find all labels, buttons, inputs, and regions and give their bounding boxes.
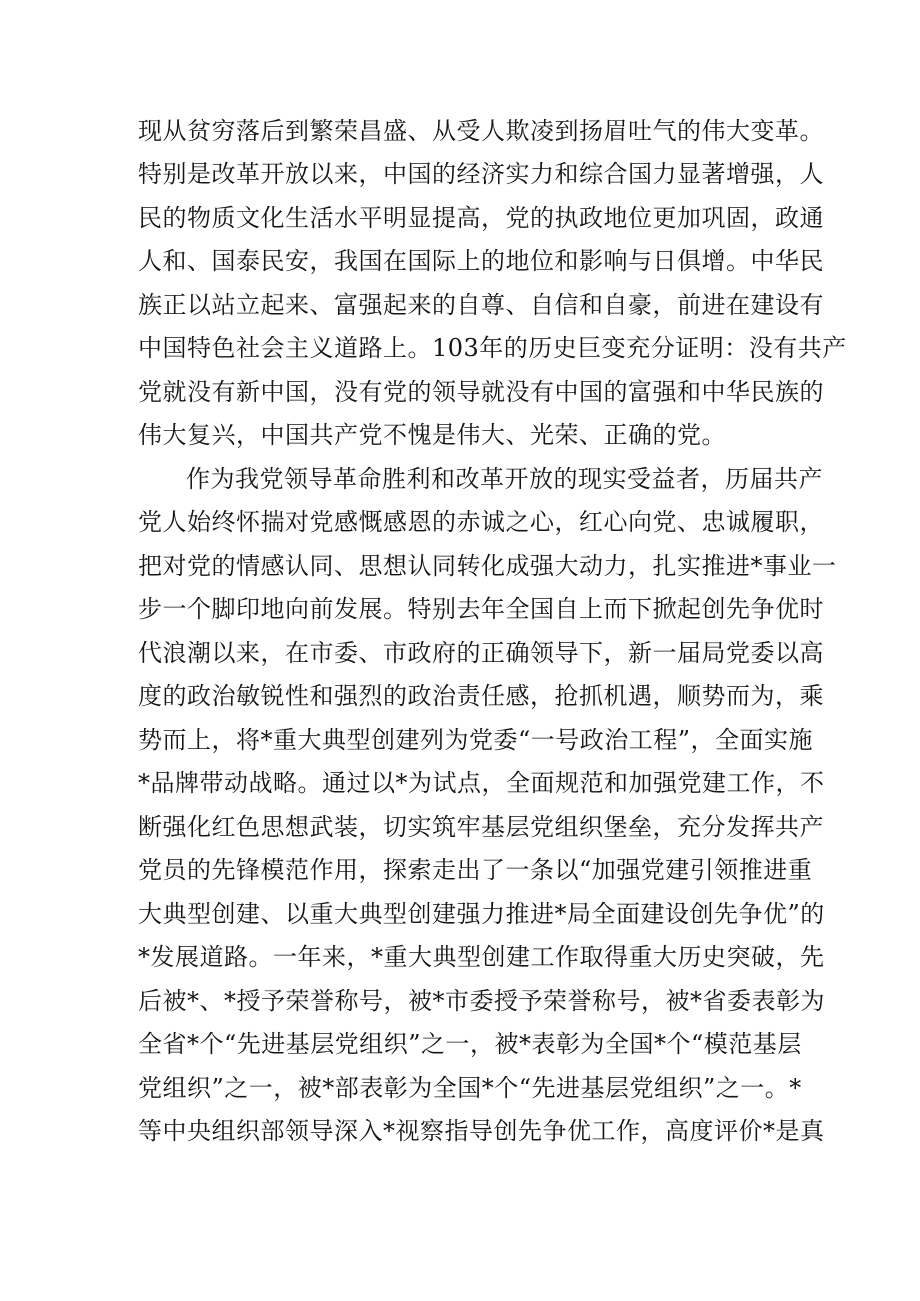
text-line: 把对党的情感认同、思想认同转化成强大动力，扎实推进*事业一 <box>138 552 837 580</box>
text-line: 后被*、*授予荣誉称号，被*市委授予荣誉称号，被*省委表彰为 <box>138 987 825 1015</box>
text-line: 度的政治敏锐性和强烈的政治责任感，抢抓机遇，顺势而为，乘 <box>138 682 824 710</box>
text-line: 代浪潮以来，在市委、市政府的正确领导下，新一届局党委以高 <box>138 639 824 667</box>
text-line: 全省*个“先进基层党组织”之一，被*表彰为全国*个“模范基层 <box>138 1030 802 1058</box>
text-line: 断强化红色思想武装，切实筑牢基层党组织堡垒，充分发挥共产 <box>138 813 824 841</box>
text-line: 党人始终怀揣对党感慨感恩的赤诚之心，红心向党、忠诚履职， <box>138 508 824 536</box>
text-line: 大典型创建、以重大典型创建强力推进*局全面建设创先争优”的 <box>138 900 825 928</box>
text-line: 中国特色社会主义道路上。103年的历史巨变充分证明：没有共产 <box>138 334 847 362</box>
text-line: 族正以站立起来、富强起来的自尊、自信和自豪，前进在建设有 <box>138 291 824 319</box>
text-line: 伟大复兴，中国共产党不愧是伟大、光荣、正确的党。 <box>138 421 726 449</box>
text-line: 人和、国泰民安，我国在国际上的地位和影响与日俱增。中华民 <box>138 247 824 275</box>
text-line: 等中央组织部领导深入*视察指导创先争优工作，高度评价*是真 <box>138 1117 825 1145</box>
text-line: 党员的先锋模范作用，探索走出了一条以“加强党建引领推进重 <box>138 856 813 884</box>
text-line: 党组织”之一，被*部表彰为全国*个“先进基层党组织”之一。* <box>138 1074 802 1102</box>
text-line: 民的物质文化生活水平明显提高，党的执政地位更加巩固，政通 <box>138 204 824 232</box>
text-line: 势而上，将*重大典型创建列为党委“一号政治工程”，全面实施 <box>138 726 814 754</box>
text-line: *品牌带动战略。通过以*为试点，全面规范和加强党建工作，不 <box>138 769 825 797</box>
text-line: 现从贫穷落后到繁荣昌盛、从受人欺凌到扬眉吐气的伟大变革。 <box>138 117 824 145</box>
text-line: 步一个脚印地向前发展。特别去年全国自上而下掀起创先争优时 <box>138 595 824 623</box>
text-line-first: 作为我党领导革命胜利和改革开放的现实受益者，历届共产 <box>186 465 823 493</box>
text-line: 特别是改革开放以来，中国的经济实力和综合国力显著增强，人 <box>138 160 824 188</box>
text-line: *发展道路。一年来，*重大典型创建工作取得重大历史突破，先 <box>138 943 825 971</box>
text-line: 党就没有新中国，没有党的领导就没有中国的富强和中华民族的 <box>138 378 824 406</box>
